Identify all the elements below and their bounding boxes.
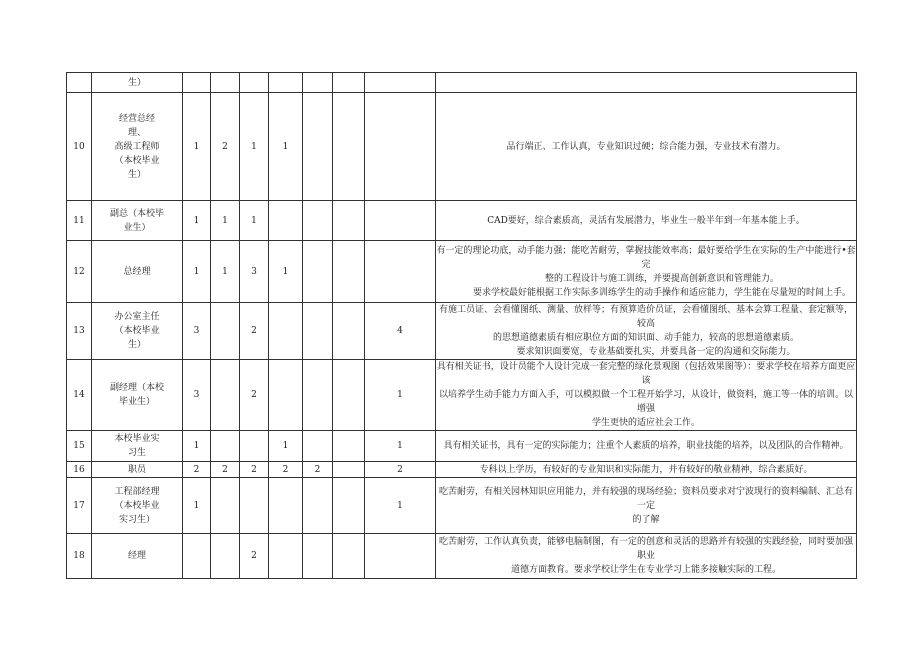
- requirement-line: 的了解: [632, 514, 660, 525]
- count-cell-7: 2: [365, 462, 436, 478]
- count-cell-7: 1: [365, 360, 436, 431]
- row-number: 14: [67, 360, 92, 431]
- requirement-line: 道德方面教育。要求学校让学生在专业学习上能多接触实际的工程。: [510, 565, 781, 575]
- requirement-text: [436, 462, 857, 478]
- count-cell-2: 2: [211, 462, 240, 478]
- count-cell-1: 1: [183, 201, 211, 241]
- position-title-line: 经理: [127, 551, 146, 561]
- count-cell-5: [303, 93, 333, 201]
- count-cell-6: [333, 462, 365, 478]
- count-cell-7: 4: [365, 303, 436, 360]
- count-cell-1: 1: [183, 93, 211, 201]
- count-cell-5: [303, 478, 333, 534]
- requirement-line: CAD要好，综合素质高，灵活有发展潜力，毕业生一般半年到一年基本能上手。: [487, 215, 805, 226]
- requirement-text: [436, 534, 857, 579]
- count-cell-7: 1: [365, 431, 436, 462]
- table-row: [67, 201, 857, 241]
- count-cell-6: [333, 93, 365, 201]
- position-title: [92, 360, 183, 431]
- requirement-line: 要求学校最好能根据工作实际多训练学生的动手操作和适应能力，学生能在尽量短的时间上手。: [472, 287, 851, 298]
- requirement-line: 要求知识面要宽，专业基础要扎实，并要具备一定的沟通和交际能力。: [516, 347, 796, 357]
- count-cell-5: [303, 534, 333, 579]
- table-row: [67, 241, 857, 303]
- count-cell-7: [365, 201, 436, 241]
- requirement-line: 品行端正、工作认真，专业知识过硬；综合能力强，专业技术有潜力。: [506, 141, 786, 152]
- requirement-text: [436, 478, 857, 534]
- requirement-line: 以培养学生动手能力方面入手，可以模拟做一个工程开始学习，从设计，做资料，施工等一体的培训。以增强: [438, 390, 853, 414]
- count-cell-5: 2: [303, 462, 333, 478]
- count-cell-6: [333, 73, 365, 93]
- position-title: [92, 431, 183, 462]
- count-cell-5: [303, 201, 333, 241]
- count-cell-3: [240, 431, 269, 462]
- position-title: [92, 478, 183, 534]
- requirement-line: 整的工程设计与施工训练，并要提高创新意识和管理能力。: [544, 273, 779, 284]
- table-row: [67, 534, 857, 579]
- count-cell-2: 1: [211, 241, 240, 303]
- count-cell-4: [269, 478, 303, 534]
- count-cell-7: [365, 73, 436, 93]
- count-cell-6: [333, 534, 365, 579]
- count-cell-3: 1: [240, 201, 269, 241]
- position-title-line: 实习生）: [118, 514, 155, 525]
- requirement-line: 吃苦耐劳，工作认真负责，能够电脑制图，有一定的创意和灵活的思路并有较强的实践经验，同时要加强职业: [438, 537, 853, 561]
- position-title-line: 本校毕业实: [114, 434, 160, 444]
- count-cell-7: [365, 534, 436, 579]
- count-cell-7: [365, 93, 436, 201]
- requirement-line: 有一定的理论功底，动手能力强；能吃苦耐劳，掌握技能效率高；最好要给学生在实际的生产中能进行•套完: [436, 245, 856, 270]
- table-row: [67, 478, 857, 534]
- position-title: [92, 241, 183, 303]
- count-cell-2: 2: [211, 93, 240, 201]
- position-title-line: 办公室主任: [114, 312, 160, 322]
- count-cell-4: 1: [269, 431, 303, 462]
- table-row: [67, 431, 857, 462]
- row-number: 15: [67, 431, 92, 462]
- count-cell-3: [240, 73, 269, 93]
- position-title: [92, 462, 183, 478]
- requirement-text: [436, 360, 857, 431]
- row-number: 18: [67, 534, 92, 579]
- table-row: [67, 303, 857, 360]
- count-cell-4: 1: [269, 93, 303, 201]
- count-cell-3: 3: [240, 241, 269, 303]
- requirement-text: [436, 201, 857, 241]
- table-row: [67, 73, 857, 93]
- count-cell-2: [211, 534, 240, 579]
- count-cell-6: [333, 478, 365, 534]
- table-row: [67, 93, 857, 201]
- table-row: [67, 360, 857, 431]
- count-cell-4: [269, 360, 303, 431]
- count-cell-6: [333, 201, 365, 241]
- count-cell-5: [303, 73, 333, 93]
- requirement-line: 具有相关证书，具有一定的实际能力；注重个人素质的培养，职业技能的培养，以及团队的合作精神。: [443, 441, 849, 451]
- requirement-text: [436, 303, 857, 360]
- row-number: 11: [67, 201, 92, 241]
- position-title-line: 习生: [127, 448, 146, 458]
- survey-table: [66, 72, 857, 579]
- row-number: 16: [67, 462, 92, 478]
- count-cell-1: 2: [183, 462, 211, 478]
- position-title: [92, 201, 183, 241]
- count-cell-4: 2: [269, 462, 303, 478]
- count-cell-1: [183, 534, 211, 579]
- count-cell-3: 2: [240, 303, 269, 360]
- requirement-text: [436, 431, 857, 462]
- requirement-line: 学生更快的适应社会工作。: [591, 418, 700, 428]
- count-cell-5: [303, 360, 333, 431]
- table-row: [67, 462, 857, 478]
- row-number: 13: [67, 303, 92, 360]
- position-title-line: 生）: [127, 340, 146, 350]
- requirement-text: [436, 93, 857, 201]
- position-title-line: 副经理（本校: [109, 383, 164, 393]
- count-cell-5: [303, 303, 333, 360]
- count-cell-4: [269, 534, 303, 579]
- count-cell-3: [240, 478, 269, 534]
- count-cell-2: [211, 360, 240, 431]
- count-cell-3: 2: [240, 462, 269, 478]
- count-cell-1: 3: [183, 303, 211, 360]
- count-cell-6: [333, 303, 365, 360]
- count-cell-1: 1: [183, 478, 211, 534]
- requirement-text: [436, 241, 857, 303]
- position-title: [92, 534, 183, 579]
- position-title-line: 总经理: [123, 266, 151, 277]
- count-cell-2: [211, 303, 240, 360]
- row-number: 12: [67, 241, 92, 303]
- position-title-line: （本校毕业: [114, 326, 160, 336]
- position-title-line: （本校毕业: [114, 155, 160, 166]
- position-title: [92, 73, 183, 93]
- count-cell-2: [211, 73, 240, 93]
- position-title-line: 工程部经理: [114, 486, 160, 497]
- row-number: [67, 73, 92, 93]
- row-number: 17: [67, 478, 92, 534]
- count-cell-2: [211, 431, 240, 462]
- position-title-line: 经营总经: [118, 113, 155, 124]
- count-cell-1: 3: [183, 360, 211, 431]
- position-title-line: 理、: [127, 127, 146, 138]
- count-cell-1: 1: [183, 431, 211, 462]
- requirement-line: 的思想道德素质有相应职位方面的知识面、动手能力，较高的思想道德素质。: [492, 333, 799, 343]
- position-title-line: 高级工程师: [114, 141, 160, 152]
- count-cell-3: 1: [240, 93, 269, 201]
- count-cell-4: [269, 303, 303, 360]
- position-title-line: 生）: [127, 169, 146, 180]
- requirement-line: 吃苦耐劳，有相关园林知识应用能力，并有较强的现场经验；资料员要求对宁波现行的资料编制、汇总有一定: [438, 486, 853, 511]
- position-title-line: 副总（本校毕: [109, 208, 164, 219]
- row-number: 10: [67, 93, 92, 201]
- count-cell-6: [333, 241, 365, 303]
- count-cell-3: 2: [240, 360, 269, 431]
- count-cell-4: 1: [269, 241, 303, 303]
- position-title-line: （本校毕业: [114, 500, 160, 511]
- count-cell-5: [303, 241, 333, 303]
- count-cell-1: 1: [183, 241, 211, 303]
- count-cell-7: 1: [365, 478, 436, 534]
- count-cell-6: [333, 360, 365, 431]
- position-title: [92, 303, 183, 360]
- count-cell-6: [333, 431, 365, 462]
- requirement-line: 具有相关证书，设计员能个人设计完成一套完整的绿化景观图（包括效果图等）：要求学校在培养方面更应该: [436, 362, 856, 386]
- position-title-line: 业生）: [123, 222, 151, 233]
- position-title-line: 生）: [127, 77, 146, 88]
- position-title-line: 毕业生）: [118, 397, 155, 407]
- position-title: [92, 93, 183, 201]
- count-cell-4: [269, 73, 303, 93]
- requirement-line: 专科以上学历，有较好的专业知识和实际能力，并有较好的敬业精神，综合素质好。: [479, 464, 813, 475]
- count-cell-2: [211, 478, 240, 534]
- requirement-line: 有施工员证、会看懂图纸、测量、放样等；有预算造价员证，会看懂图纸、基本会算工程量、套定额等，较高: [438, 305, 853, 329]
- requirement-text: [436, 73, 857, 93]
- count-cell-7: [365, 241, 436, 303]
- position-title-line: 职员: [127, 464, 146, 475]
- count-cell-3: 2: [240, 534, 269, 579]
- count-cell-1: [183, 73, 211, 93]
- count-cell-5: [303, 431, 333, 462]
- count-cell-4: [269, 201, 303, 241]
- count-cell-2: 1: [211, 201, 240, 241]
